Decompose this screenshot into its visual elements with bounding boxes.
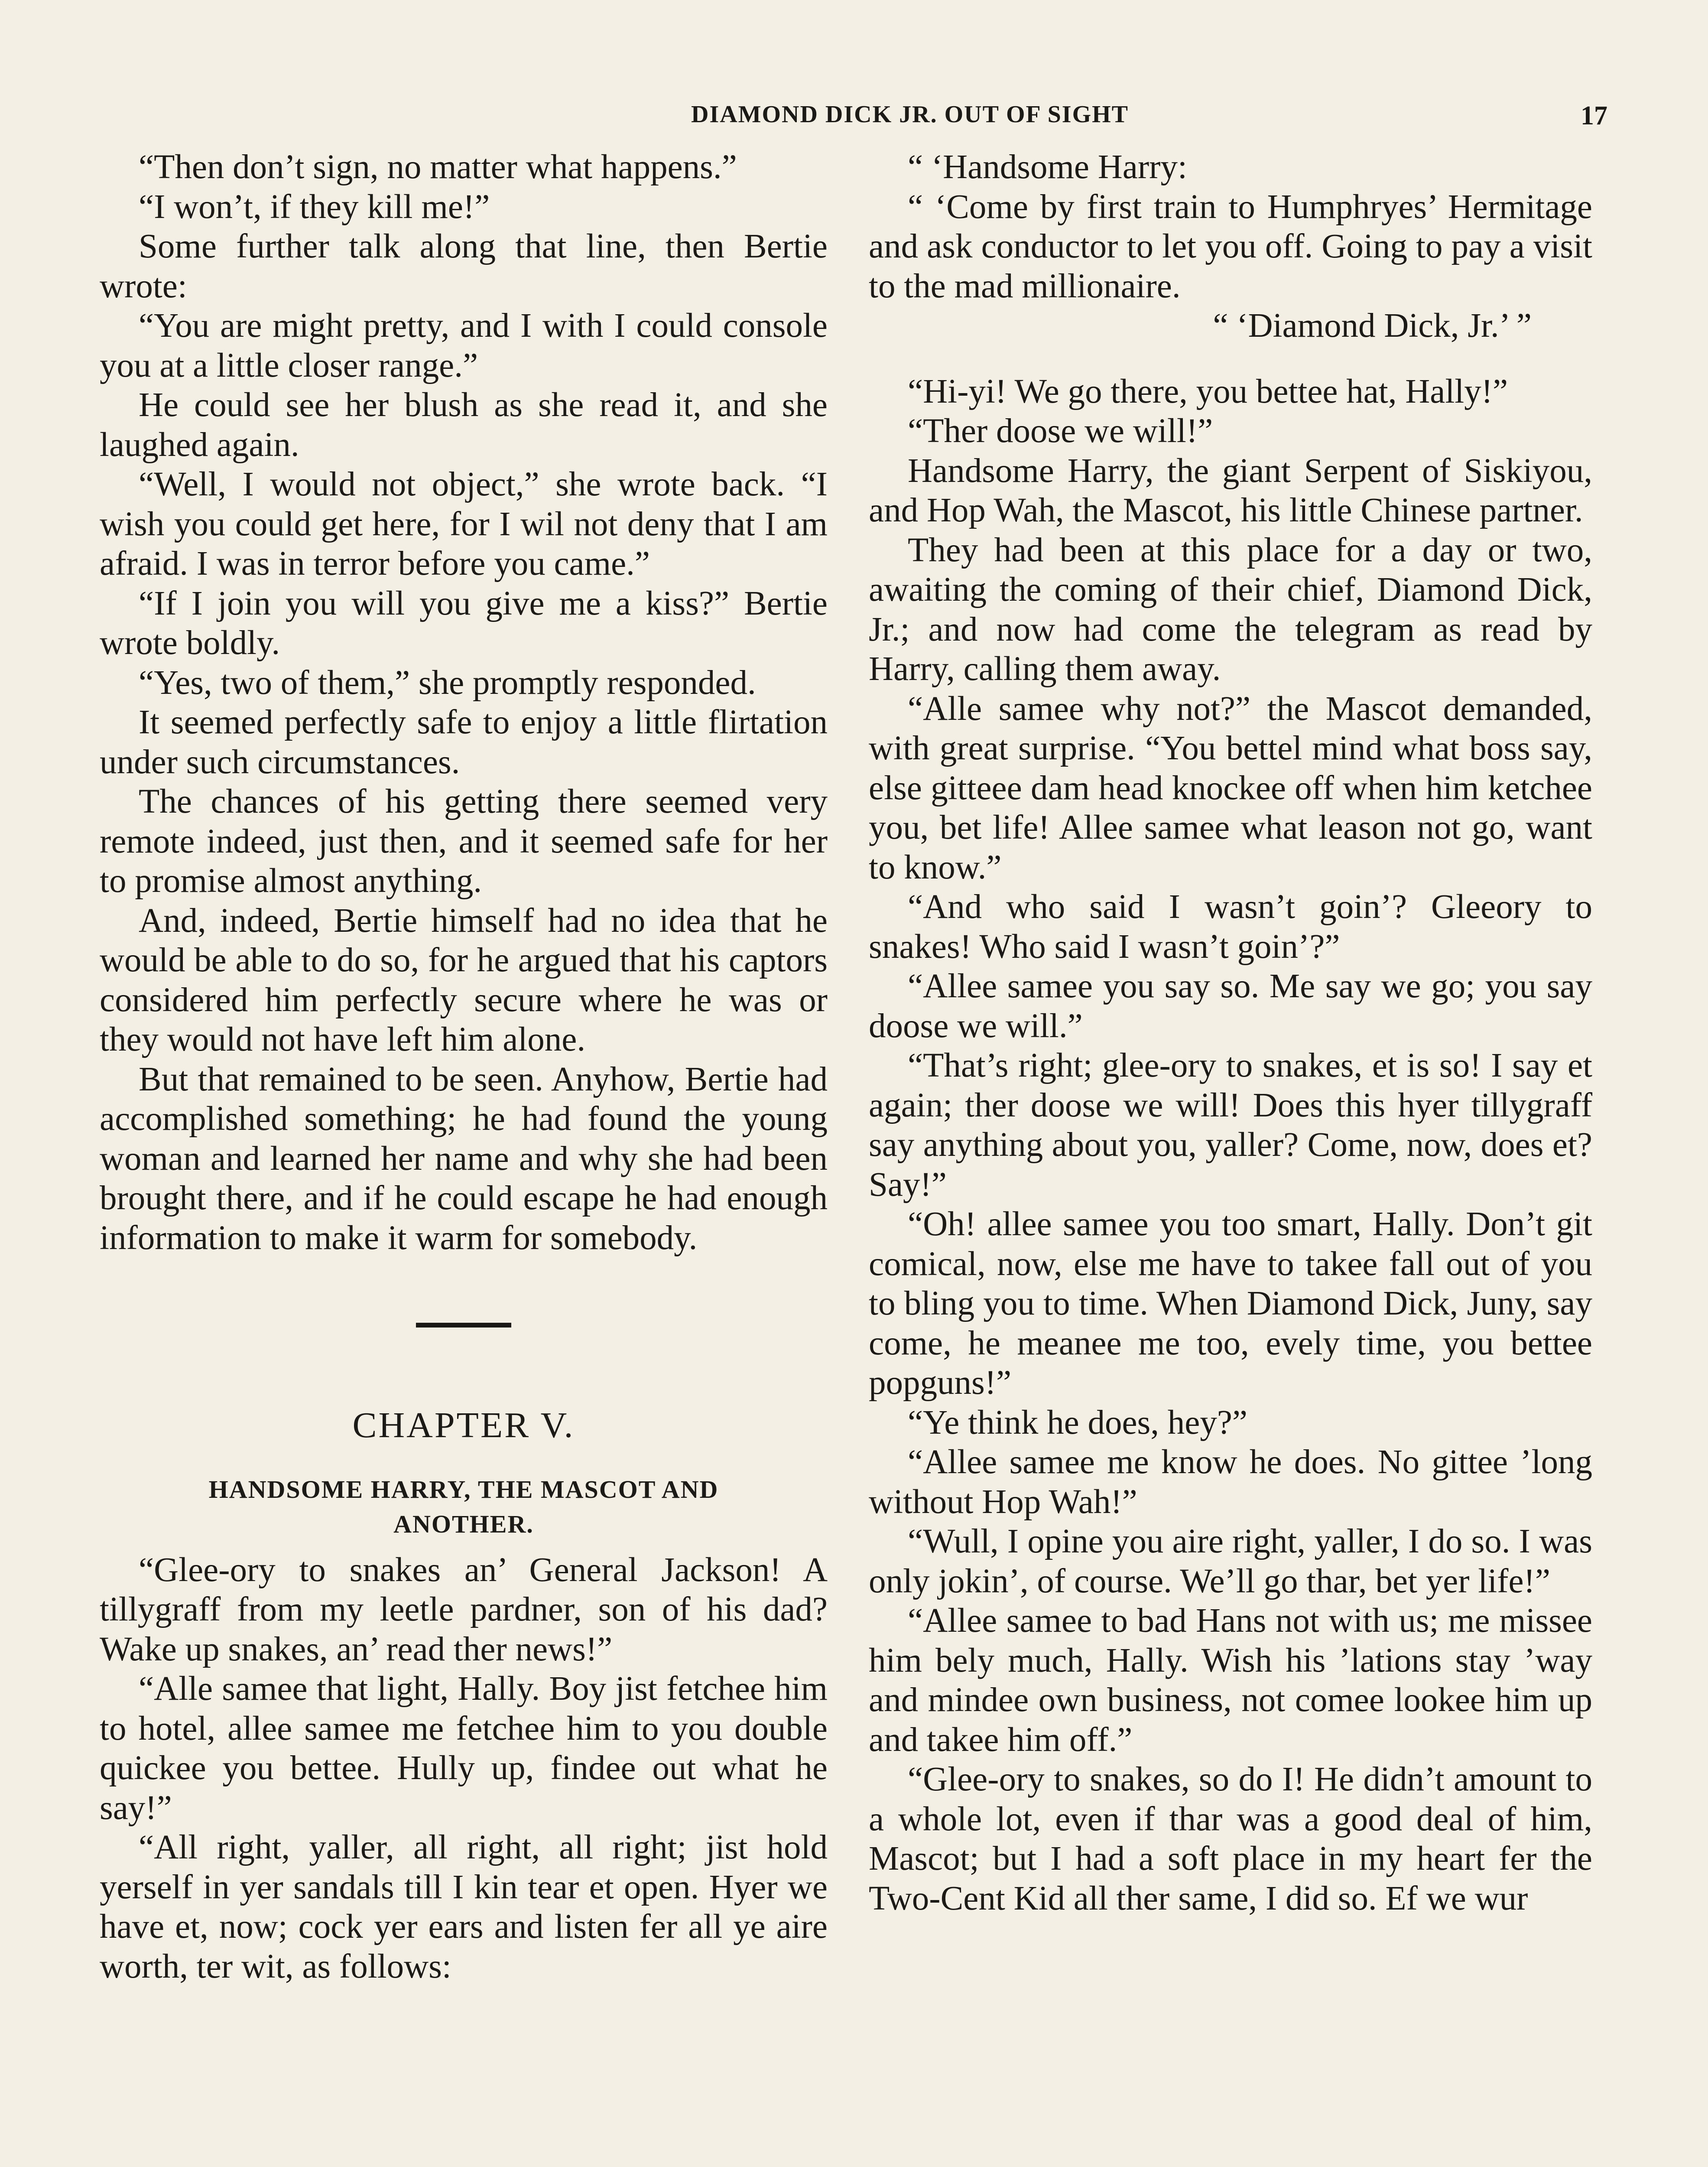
paragraph: “Alle samee that light, Hally. Boy jist fetchee him to hotel, allee samee me fetchee him to you double quickee you bettee. Hully up, findee out what he say!”	[100, 1670, 828, 1827]
paragraph: “I won’t, if they kill me!”	[139, 188, 490, 226]
paragraph: But that remained to be seen. Anyhow, Bertie had accomplished something; he had found the young woman and learned her name and why she had been brought there, and if he could escape he had enough information to make it warm for somebody.	[100, 1060, 828, 1257]
paragraph: “Then don’t sign, no matter what happens.”	[139, 148, 737, 186]
paragraph: They had been at this place for a day or two, awaiting the coming of their chief, Diamond Dick, Jr.; and now had come the telegram as read by Harry, calling them away.	[869, 531, 1592, 688]
paragraph: “Allee samee to bad Hans not with us; me missee him bely much, Hally. Wish his ’lations stay ’way and mindee own business, not comee lookee him up and takee him off.”	[869, 1602, 1592, 1759]
paragraph: It seemed perfectly safe to enjoy a little flirtation under such circumstances.	[100, 703, 828, 781]
paragraph: Some further talk along that line, then Bertie wrote:	[100, 228, 828, 305]
right-column	[869, 147, 1592, 1918]
chapter-subtitle-line: ANOTHER.	[393, 1510, 534, 1538]
paragraph: “Wull, I opine you aire right, yaller, I do so. I was only jokin’, of course. We’ll go thar, bet yer life!”	[869, 1523, 1592, 1600]
paragraph: “Allee samee you say so. Me say we go; you say doose we will.”	[869, 967, 1592, 1045]
paragraph: “And who said I wasn’t goin’? Gleeory to snakes! Who said I wasn’t goin’?”	[869, 888, 1592, 966]
paragraph: “Well, I would not object,” she wrote back. “I wish you could get here, for I wil not deny that I am afraid. I was in terror before you came.”	[100, 465, 828, 582]
running-title: DIAMOND DICK JR. OUT OF SIGHT	[691, 101, 1129, 128]
paragraph: “Alle samee why not?” the Mascot demanded, with great surprise. “You bettel mind what boss say, else gitteee dam head knockee off when him ketchee you, bet life! Allee samee what leason not go, want to know.”	[869, 690, 1592, 886]
paragraph: He could see her blush as she read it, and she laughed again.	[100, 386, 828, 464]
paragraph: “Ther doose we will!”	[908, 412, 1213, 450]
paragraph: “If I join you will you give me a kiss?” Bertie wrote boldly.	[100, 584, 828, 662]
paragraph: “Glee-ory to snakes an’ General Jackson! A tillygraff from my leetle pardner, son of his dad? Wake up snakes, an’ read ther news!”	[100, 1551, 828, 1668]
page-header	[100, 101, 1607, 140]
paragraph: And, indeed, Bertie himself had no idea that he would be able to do so, for he argued that his captors considered him perfectly secure where he was or they would not have left him alone.	[100, 901, 828, 1058]
paragraph: Handsome Harry, the giant Serpent of Siskiyou, and Hop Wah, the Mascot, his little Chinese partner.	[869, 452, 1592, 529]
paragraph: “That’s right; glee-ory to snakes, et is so! I say et again; ther doose we will! Does this hyer tillygraff say anything about you, yaller? Come, now, does et? Say!”	[869, 1047, 1592, 1204]
paragraph: “Glee-ory to snakes, so do I! He didn’t amount to a whole lot, even if thar was a good deal of him, Mascot; but I had a soft place in my heart fer the Two-Cent Kid all ther same, I did so. Ef we wur	[869, 1760, 1592, 1917]
telegram-line: “ ‘Handsome Harry:	[908, 148, 1187, 186]
left-column	[100, 147, 828, 1986]
chapter-title: CHAPTER V.	[352, 1405, 575, 1445]
paragraph: “Yes, two of them,” she promptly responded.	[139, 664, 756, 702]
paragraph: “You are might pretty, and I with I could console you at a little closer range.”	[100, 307, 828, 384]
paragraph: “Allee samee me know he does. No gittee ’long without Hop Wah!”	[869, 1443, 1592, 1521]
chapter-subtitle	[100, 1472, 828, 1542]
paragraph: “Oh! allee samee you too smart, Hally. Don’t git comical, now, else me have to takee fall out of you to bling you to time. When Diamond Dick, Juny, say come, he meanee me too, evely time, you bettee popguns!”	[869, 1205, 1592, 1402]
paragraph: “Ye think he does, hey?”	[908, 1403, 1247, 1441]
paragraph: “All right, yaller, all right, all right; jist hold yerself in yer sandals till I kin tear et open. Hyer we have et, now; cock yer ears and listen fer all ye aire worth, ter wit, as follows:	[100, 1829, 828, 1985]
paragraph: The chances of his getting there seemed very remote indeed, just then, and it seemed safe for her to promise almost anything.	[100, 783, 828, 900]
section-divider	[416, 1323, 511, 1328]
page-number: 17	[1581, 101, 1607, 130]
telegram-line: “ ‘Come by first train to Humphryes’ Hermitage and ask conductor to let you off. Going to pay a visit to the mad millionaire.	[869, 188, 1592, 305]
chapter-subtitle-line: HANDSOME HARRY, THE MASCOT AND	[208, 1475, 719, 1503]
telegram-signature: “ ‘Diamond Dick, Jr.’ ”	[1213, 307, 1532, 345]
paragraph: “Hi-yi! We go there, you bettee hat, Hally!”	[908, 372, 1508, 410]
